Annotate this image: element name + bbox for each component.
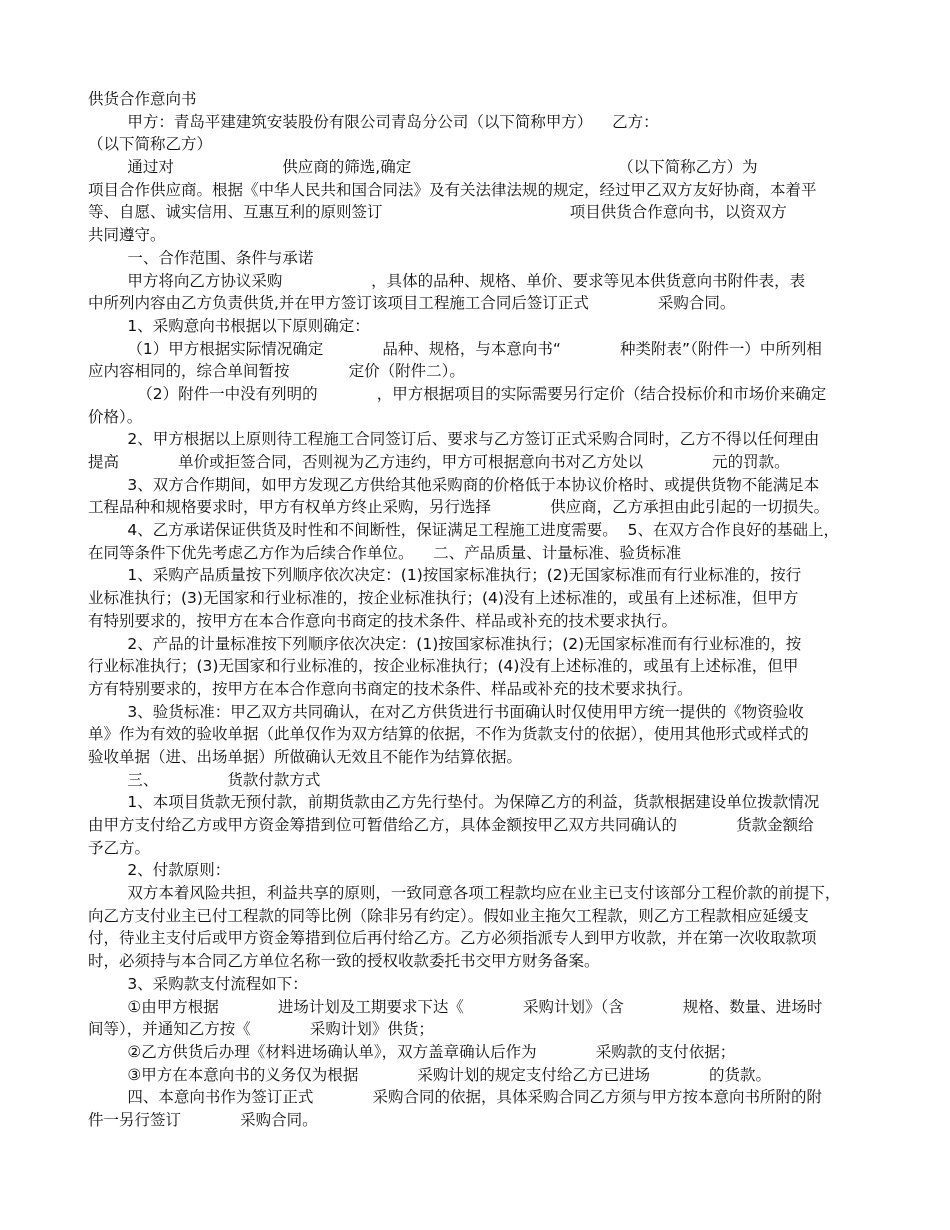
text-line: 予乙方。: [88, 838, 151, 857]
text-line: 单》作为有效的验收单据（此单仅作为双方结算的依据，不作为货款支付的依据），使用其他形式或样式的: [88, 725, 809, 744]
text-line: 业标准执行；(3)无国家和行业标准的，按企业标准执行；(4)没有上述标准的，或虽有上述标准，但甲方: [88, 589, 799, 608]
text-line: 在同等条件下优先考虑乙方作为后续合作单位。 二、产品质量、计量标准、验货标准: [88, 543, 682, 562]
text-line: 间等），并通知乙方按《 采购计划》供货；: [88, 1020, 434, 1039]
text-line: 3、双方合作期间，如甲方发现乙方供给其他采购商的价格低于本协议价格时、或提供货物不能满足本: [88, 475, 820, 494]
text-line: 项目合作供应商。根据《中华人民共和国合同法》及有关法律法规的规定，经过甲乙双方友好协商，本着平: [88, 180, 817, 199]
text-line: 3、验货标准：甲乙双方共同确认，在对乙方供货进行书面确认时仅使用甲方统一提供的《物资验收: [88, 702, 804, 721]
text-line: 中所列内容由乙方负责供货,并在甲方签订该项目工程施工合同后签订正式 采购合同。: [88, 294, 736, 313]
text-line: 四、本意向书作为签订正式 采购合同的依据，具体采购合同乙方须与甲方按本意向书所附的附: [88, 1088, 823, 1107]
text-line: 共同遵守。: [88, 226, 166, 245]
text-line: 1、采购产品质量按下列顺序依次决定：(1)按国家标准执行；(2)无国家标准而有行业标准的，按行: [88, 566, 802, 585]
text-line: 工程品种和规格要求时，甲方有权单方终止采购，另行选择 供应商，乙方承担由此引起的一切损失。: [88, 498, 830, 517]
text-line: 时，必须持与本合同乙方单位名称一致的授权收款委托书交甲方财务备案。: [88, 952, 600, 971]
text-line: 行业标准执行；(3)无国家和行业标准的，按企业标准执行；(4)没有上述标准的，或虽有上述标准，但甲: [88, 657, 799, 676]
text-line: 3、采购款支付流程如下：: [88, 974, 308, 993]
section-heading: 三、 货款付款方式: [88, 770, 321, 789]
text-line: （以下简称乙方）: [88, 135, 213, 154]
text-line: ①由甲方根据 进场计划及工期要求下达《 采购计划》（含 规格、数量、进场时: [88, 997, 823, 1016]
text-line: 提高 单价或拒签合同，否则视为乙方违约，甲方可根据意向书对乙方处以 元的罚款。: [88, 453, 790, 471]
text-line: ③甲方在本意向书的义务仅为根据 采购计划的规定支付给乙方已进场 的货款。: [88, 1065, 772, 1084]
text-line: 1、采购意向书根据以下原则确定：: [88, 316, 370, 335]
text-line: 有特别要求的，按甲方在本合作意向书商定的技术条件、样品或补充的技术要求执行。: [88, 611, 678, 630]
text-line: 验收单据（进、出场单据）所做确认无效且不能作为结算依据。: [88, 747, 523, 766]
text-line: 通过对 供应商的筛选,确定 （以下简称乙方）为: [88, 158, 758, 177]
text-line: （1）甲方根据实际情况确定 品种、规格，与本意向书“ 种类附表”（附件一）中所列相: [88, 339, 822, 358]
text-line: 向乙方支付业主已付工程款的同等比例（除非另有约定）。假如业主拖欠工程款，则乙方工程款相应延缓支: [88, 906, 809, 925]
text-line: 方有特别要求的，按甲方在本合作意向书商定的技术条件、样品或补充的技术要求执行。: [88, 679, 693, 698]
text-line: 双方本着风险共担，利益共享的原则，一致同意各项工程款均应在业主已支付该部分工程价款的前提下，: [88, 884, 841, 903]
text-line: 4、乙方承诺保证供货及时性和不间断性，保证满足工程施工进度需要。 5、在双方合作良好的基础上，: [88, 521, 839, 540]
text-line: ②乙方供货后办理《材料进场确认单》，双方盖章确认后作为 采购款的支付依据；: [88, 1042, 736, 1061]
text-line: 价格）。: [88, 407, 143, 426]
text-line: 由甲方支付给乙方或甲方资金筹措到位可暂借给乙方，具体金额按甲乙双方共同确认的 货款金额给: [88, 816, 814, 834]
text-line: 2、付款原则：: [88, 861, 231, 880]
text-line: 付，待业主支付后或甲方资金筹措到位后再付给乙方。乙方必须指派专人到甲方收款，并在第一次收取款项: [88, 929, 817, 948]
text-line: 等、自愿、诚实信用、互惠互利的原则签订 项目供货合作意向书，以资双方: [88, 203, 787, 222]
section-heading: 一、合作范围、条件与承诺: [88, 248, 314, 267]
text-line: 甲方：青岛平建建筑安装股份有限公司青岛分公司（以下简称甲方） 乙方：: [88, 112, 659, 131]
document-page: [88, 88, 868, 1132]
text-line: 1、本项目货款无预付款，前期货款由乙方先行垫付。为保障乙方的利益，货款根据建设单位拨款情况: [88, 793, 820, 812]
doc-title: 供货合作意向书: [88, 90, 197, 108]
text-line: 应内容相同的，综合单间暂按 定价（附件二）。: [88, 362, 465, 381]
text-line: 2、甲方根据以上原则待工程施工合同签订后、要求与乙方签订正式采购合同时，乙方不得以任何理由: [88, 430, 820, 449]
text-line: 甲方将向乙方协议采购 ，具体的品种、规格、单价、要求等见本供货意向书附件表，表: [88, 271, 806, 290]
text-line: 2、产品的计量标准按下列顺序依次决定：(1)按国家标准执行；(2)无国家标准而有行业标准的，按: [88, 634, 802, 653]
text-line: （2）附件一中没有列明的 ，甲方根据项目的实际需要另行定价（结合投标价和市场价来确定: [88, 384, 827, 403]
text-line: 件一另行签订 采购合同。: [88, 1110, 318, 1129]
